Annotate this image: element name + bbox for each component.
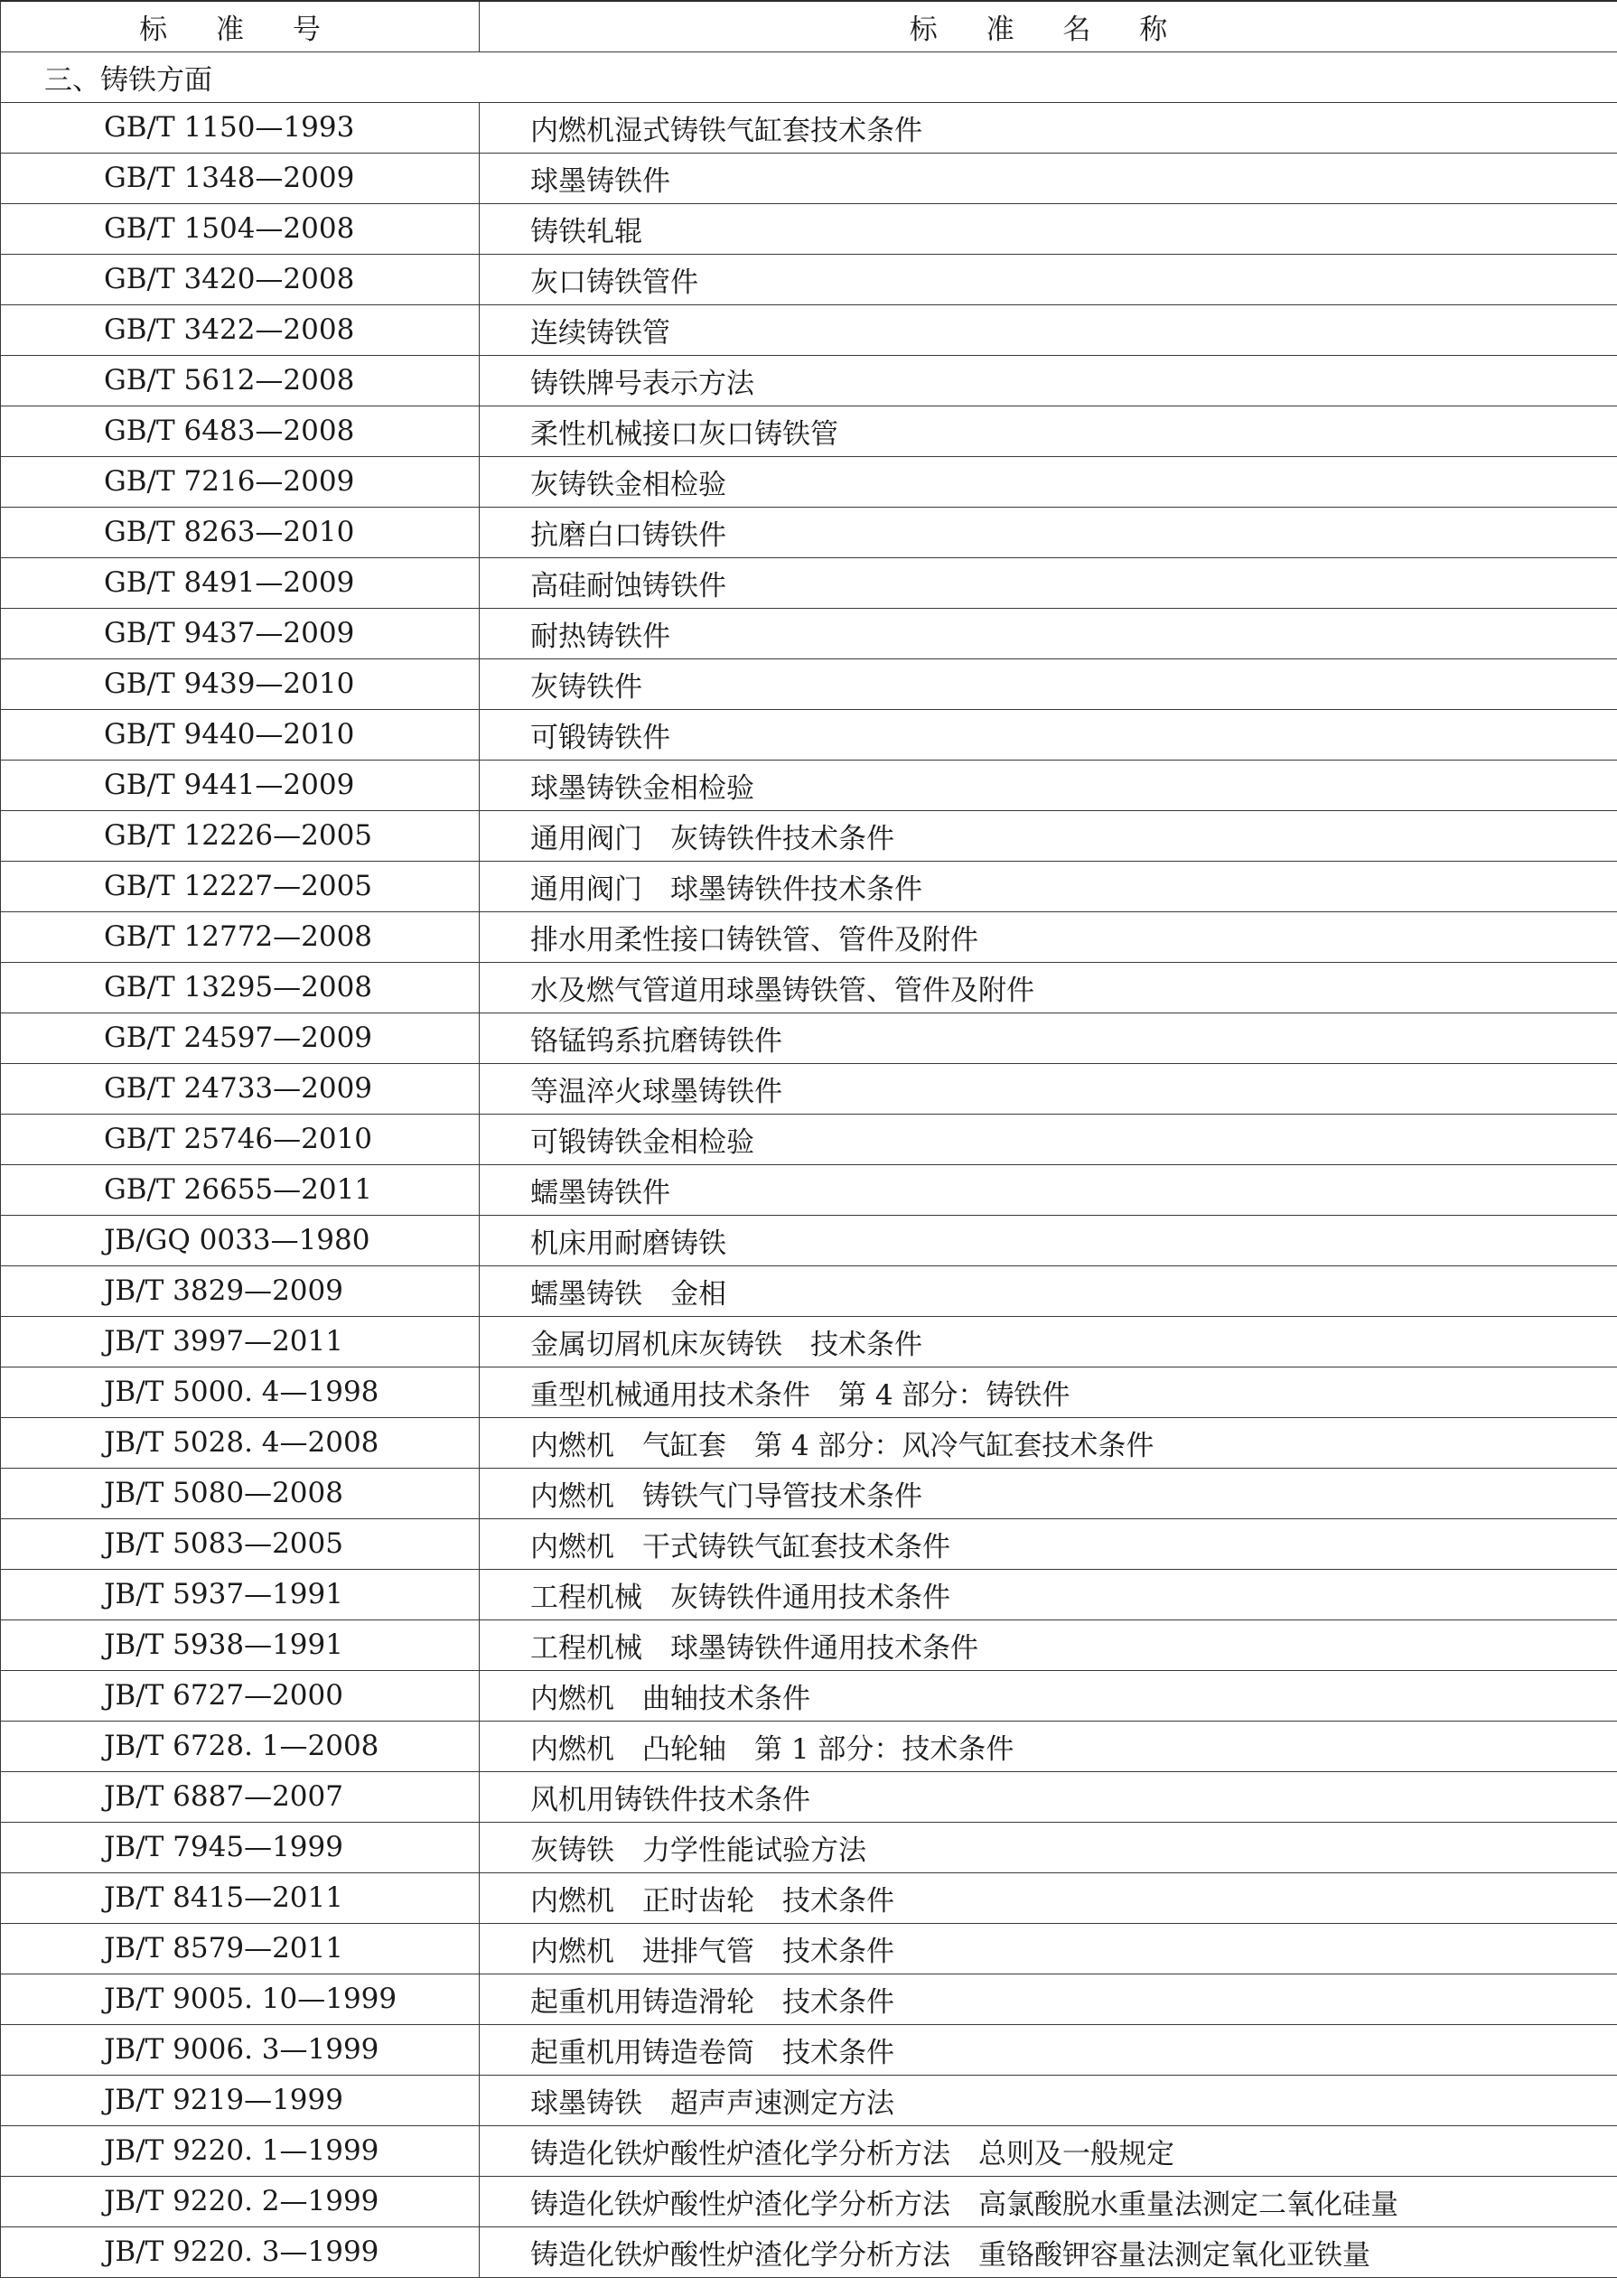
standard-name-cell: 内燃机 曲轴技术条件 bbox=[480, 1670, 1617, 1721]
standard-number-cell: JB/T 6728. 1—2008 bbox=[1, 1721, 480, 1771]
standard-number-cell: JB/T 9220. 2—1999 bbox=[1, 2176, 480, 2226]
standard-number-cell: JB/T 6727—2000 bbox=[1, 1670, 480, 1721]
standard-number-cell: JB/T 8579—2011 bbox=[1, 1923, 480, 1974]
standard-number-cell: GB/T 12226—2005 bbox=[1, 810, 480, 861]
table-row bbox=[1, 1215, 1617, 1265]
standard-name-cell: 灰口铸铁管件 bbox=[480, 254, 1617, 304]
table-row bbox=[1, 1468, 1617, 1518]
table-row bbox=[1, 1771, 1617, 1822]
table-row bbox=[1, 911, 1617, 962]
standard-number-cell: GB/T 3420—2008 bbox=[1, 254, 480, 304]
table-row bbox=[1, 1619, 1617, 1670]
table-header-row bbox=[1, 1, 1617, 51]
standard-number-cell: GB/T 24733—2009 bbox=[1, 1063, 480, 1114]
standard-number-cell: GB/T 9440—2010 bbox=[1, 709, 480, 760]
table-row bbox=[1, 1013, 1617, 1063]
standard-name-cell: 等温淬火球墨铸铁件 bbox=[480, 1063, 1617, 1114]
standard-number-cell: JB/T 7945—1999 bbox=[1, 1822, 480, 1872]
standard-number-cell: JB/T 8415—2011 bbox=[1, 1872, 480, 1923]
standard-number-cell: GB/T 24597—2009 bbox=[1, 1013, 480, 1063]
standard-number-cell: GB/T 12772—2008 bbox=[1, 911, 480, 962]
standard-number-cell: GB/T 8263—2010 bbox=[1, 507, 480, 557]
table-row bbox=[1, 102, 1617, 153]
standard-name-cell: 耐热铸铁件 bbox=[480, 608, 1617, 658]
table-row bbox=[1, 1822, 1617, 1872]
standard-name-cell: 灰铸铁金相检验 bbox=[480, 456, 1617, 507]
standard-number-cell: JB/T 5083—2005 bbox=[1, 1518, 480, 1569]
standard-number-cell: JB/T 5028. 4—2008 bbox=[1, 1417, 480, 1468]
standard-number-cell: GB/T 9441—2009 bbox=[1, 760, 480, 810]
standard-name-cell: 内燃机 干式铸铁气缸套技术条件 bbox=[480, 1518, 1617, 1569]
standard-name-cell: 内燃机湿式铸铁气缸套技术条件 bbox=[480, 102, 1617, 153]
standard-number-cell: GB/T 6483—2008 bbox=[1, 406, 480, 456]
table-row bbox=[1, 608, 1617, 658]
standard-name-cell: 可锻铸铁金相检验 bbox=[480, 1114, 1617, 1164]
standard-name-cell: 铸造化铁炉酸性炉渣化学分析方法 总则及一般规定 bbox=[480, 2125, 1617, 2176]
table-row bbox=[1, 1063, 1617, 1114]
standard-name-cell: 球墨铸铁 超声声速测定方法 bbox=[480, 2075, 1617, 2125]
section-title: 三、铸铁方面 bbox=[1, 51, 1617, 102]
table-body bbox=[1, 51, 1617, 2277]
standard-name-cell: 金属切屑机床灰铸铁 技术条件 bbox=[480, 1316, 1617, 1367]
standard-number-cell: GB/T 1504—2008 bbox=[1, 203, 480, 254]
section-row bbox=[1, 51, 1617, 102]
standard-name-cell: 高硅耐蚀铸铁件 bbox=[480, 557, 1617, 608]
table-row bbox=[1, 1417, 1617, 1468]
standard-name-cell: 通用阀门 球墨铸铁件技术条件 bbox=[480, 861, 1617, 911]
table-row bbox=[1, 254, 1617, 304]
standard-name-cell: 内燃机 铸铁气门导管技术条件 bbox=[480, 1468, 1617, 1518]
standard-number-cell: JB/T 9220. 1—1999 bbox=[1, 2125, 480, 2176]
standard-number-cell: JB/T 6887—2007 bbox=[1, 1771, 480, 1822]
table-row bbox=[1, 2176, 1617, 2226]
standard-name-cell: 铬锰钨系抗磨铸铁件 bbox=[480, 1013, 1617, 1063]
table-row bbox=[1, 1923, 1617, 1974]
standard-name-cell: 灰铸铁 力学性能试验方法 bbox=[480, 1822, 1617, 1872]
standard-name-cell: 铸铁轧辊 bbox=[480, 203, 1617, 254]
standard-number-cell: JB/T 9220. 3—1999 bbox=[1, 2226, 480, 2277]
table-row bbox=[1, 304, 1617, 355]
standard-number-cell: JB/T 3829—2009 bbox=[1, 1265, 480, 1316]
standard-name-cell: 铸铁牌号表示方法 bbox=[480, 355, 1617, 406]
standard-number-cell: JB/T 9219—1999 bbox=[1, 2075, 480, 2125]
table-row bbox=[1, 962, 1617, 1013]
table-row bbox=[1, 1164, 1617, 1215]
standard-number-cell: JB/T 9005. 10—1999 bbox=[1, 1974, 480, 2024]
table-row bbox=[1, 1974, 1617, 2024]
table-row bbox=[1, 2125, 1617, 2176]
header-standard-number: 标 准 号 bbox=[1, 1, 480, 51]
standard-name-cell: 连续铸铁管 bbox=[480, 304, 1617, 355]
table-row bbox=[1, 153, 1617, 203]
standard-name-cell: 蠕墨铸铁 金相 bbox=[480, 1265, 1617, 1316]
standard-number-cell: GB/T 3422—2008 bbox=[1, 304, 480, 355]
standard-name-cell: 通用阀门 灰铸铁件技术条件 bbox=[480, 810, 1617, 861]
table-row bbox=[1, 1367, 1617, 1417]
table-row bbox=[1, 1316, 1617, 1367]
standard-name-cell: 机床用耐磨铸铁 bbox=[480, 1215, 1617, 1265]
standard-name-cell: 灰铸铁件 bbox=[480, 658, 1617, 709]
standard-number-cell: GB/T 1348—2009 bbox=[1, 153, 480, 203]
table-row bbox=[1, 1872, 1617, 1923]
standard-name-cell: 水及燃气管道用球墨铸铁管、管件及附件 bbox=[480, 962, 1617, 1013]
table-row bbox=[1, 557, 1617, 608]
standard-number-cell: JB/T 5938—1991 bbox=[1, 1619, 480, 1670]
standard-name-cell: 内燃机 凸轮轴 第 1 部分：技术条件 bbox=[480, 1721, 1617, 1771]
standard-name-cell: 内燃机 气缸套 第 4 部分：风冷气缸套技术条件 bbox=[480, 1417, 1617, 1468]
standard-number-cell: JB/T 5937—1991 bbox=[1, 1569, 480, 1619]
standard-name-cell: 球墨铸铁金相检验 bbox=[480, 760, 1617, 810]
standard-name-cell: 工程机械 灰铸铁件通用技术条件 bbox=[480, 1569, 1617, 1619]
table-row bbox=[1, 760, 1617, 810]
standard-name-cell: 起重机用铸造卷筒 技术条件 bbox=[480, 2024, 1617, 2075]
standard-number-cell: JB/T 9006. 3—1999 bbox=[1, 2024, 480, 2075]
standard-name-cell: 抗磨白口铸铁件 bbox=[480, 507, 1617, 557]
standard-name-cell: 铸造化铁炉酸性炉渣化学分析方法 重铬酸钾容量法测定氧化亚铁量 bbox=[480, 2226, 1617, 2277]
table-row bbox=[1, 1265, 1617, 1316]
standard-number-cell: GB/T 9437—2009 bbox=[1, 608, 480, 658]
standard-name-cell: 内燃机 进排气管 技术条件 bbox=[480, 1923, 1617, 1974]
standard-number-cell: GB/T 8491—2009 bbox=[1, 557, 480, 608]
table-row bbox=[1, 1721, 1617, 1771]
table-row bbox=[1, 861, 1617, 911]
standard-number-cell: GB/T 7216—2009 bbox=[1, 456, 480, 507]
table-row bbox=[1, 1114, 1617, 1164]
standard-number-cell: JB/T 5080—2008 bbox=[1, 1468, 480, 1518]
table-row bbox=[1, 507, 1617, 557]
standard-name-cell: 铸造化铁炉酸性炉渣化学分析方法 高氯酸脱水重量法测定二氧化硅量 bbox=[480, 2176, 1617, 2226]
standard-name-cell: 风机用铸铁件技术条件 bbox=[480, 1771, 1617, 1822]
standard-number-cell: JB/T 5000. 4—1998 bbox=[1, 1367, 480, 1417]
table-row bbox=[1, 1569, 1617, 1619]
standard-name-cell: 蠕墨铸铁件 bbox=[480, 1164, 1617, 1215]
standard-name-cell: 起重机用铸造滑轮 技术条件 bbox=[480, 1974, 1617, 2024]
table-row bbox=[1, 2024, 1617, 2075]
standard-number-cell: GB/T 12227—2005 bbox=[1, 861, 480, 911]
standard-name-cell: 球墨铸铁件 bbox=[480, 153, 1617, 203]
standard-number-cell: GB/T 13295—2008 bbox=[1, 962, 480, 1013]
standard-number-cell: GB/T 26655—2011 bbox=[1, 1164, 480, 1215]
standard-name-cell: 可锻铸铁件 bbox=[480, 709, 1617, 760]
table-row bbox=[1, 2075, 1617, 2125]
standard-name-cell: 内燃机 正时齿轮 技术条件 bbox=[480, 1872, 1617, 1923]
standard-name-cell: 重型机械通用技术条件 第 4 部分：铸铁件 bbox=[480, 1367, 1617, 1417]
standard-number-cell: GB/T 25746—2010 bbox=[1, 1114, 480, 1164]
table-row bbox=[1, 810, 1617, 861]
table-row bbox=[1, 1670, 1617, 1721]
standard-name-cell: 工程机械 球墨铸铁件通用技术条件 bbox=[480, 1619, 1617, 1670]
table-row bbox=[1, 1518, 1617, 1569]
standard-number-cell: GB/T 9439—2010 bbox=[1, 658, 480, 709]
standard-name-cell: 柔性机械接口灰口铸铁管 bbox=[480, 406, 1617, 456]
table-row bbox=[1, 658, 1617, 709]
table-row bbox=[1, 203, 1617, 254]
table-row bbox=[1, 709, 1617, 760]
table-row bbox=[1, 355, 1617, 406]
standard-number-cell: JB/GQ 0033—1980 bbox=[1, 1215, 480, 1265]
table-row bbox=[1, 406, 1617, 456]
table-row bbox=[1, 2226, 1617, 2277]
standard-number-cell: GB/T 1150—1993 bbox=[1, 102, 480, 153]
standard-number-cell: GB/T 5612—2008 bbox=[1, 355, 480, 406]
header-standard-name: 标 准 名 称 bbox=[480, 1, 1617, 51]
table-row bbox=[1, 456, 1617, 507]
standard-name-cell: 排水用柔性接口铸铁管、管件及附件 bbox=[480, 911, 1617, 962]
standard-number-cell: JB/T 3997—2011 bbox=[1, 1316, 480, 1367]
